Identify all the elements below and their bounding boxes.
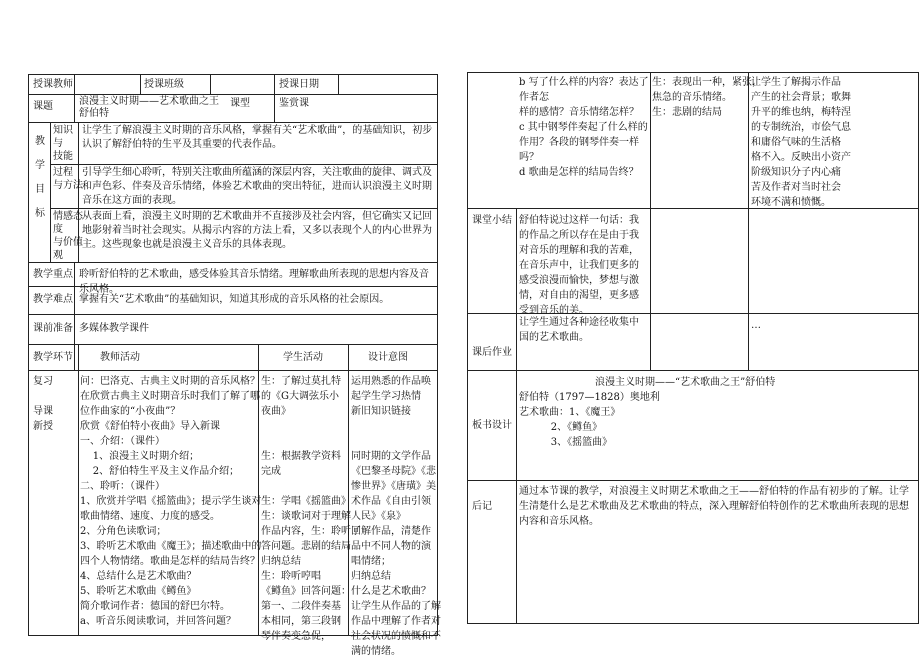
row-divider [28, 344, 438, 345]
board-label: 板书设计 [472, 420, 512, 431]
col-divider [650, 72, 651, 370]
col-divider [210, 74, 211, 94]
col-divider [338, 74, 339, 94]
row-divider [467, 370, 919, 371]
key-points-text: 聆听舒伯特的艺术歌曲，感受体验其音乐情绪。理解歌曲所表现的思想内容及音乐风格。 [79, 269, 429, 295]
row-divider [50, 164, 438, 165]
date-label: 授课日期 [279, 79, 319, 90]
row-divider [28, 314, 438, 315]
goals-group-char: 标 [35, 208, 45, 219]
row-divider [28, 262, 438, 263]
process-student-header: 学生活动 [283, 352, 323, 363]
goal-knowledge-label: 知识 与 技能 [53, 125, 73, 162]
row-divider [28, 370, 438, 371]
reflection-label: 后记 [472, 501, 492, 512]
teacher-label: 授课教师 [33, 79, 73, 90]
col-divider [274, 74, 275, 122]
goals-group-char: 目 [35, 184, 45, 195]
goal-emotion-label: 情感态 度 与价值 观 [53, 211, 83, 261]
continuation-design: 让学生了解揭示作品 产生的社会背景；歌舞 升平的维也纳，梅特涅 的专制统治，市侩气息 和庸俗气味的生活格 格不入。反映出小资产 阶级知识分子内心痛 苦及作者对当时社会 环境不满和愤慨。 [751, 77, 851, 208]
homework-text: 让学生通过各种途径收集中国的艺术歌曲。 [519, 317, 639, 343]
summary-label: 课堂小结 [472, 215, 512, 226]
process-design-intent: 运用熟悉的作品唤 起学生学习热情 新旧知识链接 同时期的文学作品 《巴黎圣母院》《悲 惨世界》《唐璜》美 术作品《自由引领 人民》《泉》 了解作品，清楚作 品中不同人物的演 唱情绪； 归纳总结 什么是艺术歌曲？ 让学生从作品的了解 作品中理解了作者对 社会状况的愤慨和不 满的情绪。 [351, 376, 441, 657]
row-divider [467, 208, 919, 209]
reflection-text: 通过本节课的教学，对浪漫主义时期艺术歌曲之王——舒伯特的作品有初步的了解。让学生清楚什么是艺术歌曲及艺术歌曲的特点，深入理解舒伯特创作的艺术歌曲所表现的思想内容和音乐风格。 [519, 486, 909, 527]
topic-label: 课题 [33, 101, 53, 112]
homework-label: 课后作业 [472, 347, 512, 358]
goal-emotion-text: 从表面上看，浪漫主义时期的艺术歌曲并不直接涉及社会内容，但它确实又记回地影射着当时社会现实。从揭示内容的方法上看，又多以表现个人的内心世界为主。这些现象也就是浪漫主义音乐的具体表现。 [82, 211, 432, 250]
col-divider [516, 208, 517, 624]
col-divider [140, 74, 141, 94]
topic-value: 浪漫主义时期——艺术歌曲之王 舒伯特 [79, 96, 219, 119]
col-divider [78, 344, 79, 636]
goal-process-text: 引导学生细心聆听，特别关注歌曲所蕴涵的深层内容，关注歌曲的旋律、调式及和声色彩、伴奏及音乐情绪，体验艺术歌曲的突出特征，进而认识浪漫主义时期音乐在这方面的表现。 [82, 167, 432, 206]
lesson-type-label: 课型 [230, 98, 250, 109]
goals-group-char: 学 [35, 160, 45, 171]
col-divider [74, 74, 75, 122]
difficulties-label: 教学难点 [33, 294, 73, 305]
col-divider [50, 122, 51, 262]
process-teacher-header: 教师活动 [100, 352, 140, 363]
preparation-text: 多媒体教学课件 [79, 323, 149, 334]
process-teacher-activities: 问：巴洛克、古典主义时期的音乐风格？ 在欣赏古典主义时期音乐时我们了解了哪 位作曲家的“小夜曲”？ 欣赏《舒伯特小夜曲》导入新课 一、介绍：（课件） 1、浪漫主义时期介绍； 2、舒伯特生平及主义作品介绍； 二、聆听：（课件） 1、欣赏并学唱《摇篮曲》；提示学生谈对 歌曲情绪、速度、力度的感受。 2、分角色读歌词； 3、聆听艺术歌曲《魔王》；描述歌曲中的 四个人物情绪。歌曲是怎样的结局告终？ 4、总结什么是艺术歌曲？ 5、聆听艺术歌曲《鳟鱼》 简介歌词作者：德国的舒巴尔特。 a、听音乐阅读歌词，并回答问题？ [80, 376, 262, 627]
process-step-header: 教学环节 [33, 352, 73, 363]
continuation-teacher: b 写了什么样的内容？表达了 作者怎 样的感情？音乐情绪怎样？ c 其中钢琴伴奏起了什么样的 作用？各段的钢琴伴奏一样 吗？ d 歌曲是怎样的结局告终？ [519, 77, 649, 178]
homework-side-note: … [751, 320, 761, 331]
class-label: 授课班级 [144, 79, 184, 90]
board-lines: 舒伯特（1797—1828）奥地利 艺术歌曲：1、《魔王》 2、《鳟鱼》 3、《摇篮曲》 [519, 392, 660, 448]
col-divider [74, 262, 75, 370]
goals-group-char: 教 [35, 136, 45, 147]
process-design-header: 设计意图 [368, 352, 408, 363]
row-divider [467, 480, 919, 481]
summary-text: 舒伯特说过这样一句话：我的作品之所以存在是由于我对音乐的理解和我的苦难，在音乐声中，让我们更多的感受浪漫而愉快，梦想与激情，对自由的渴望，更多感受到音乐的美。 [519, 215, 639, 316]
board-title: 浪漫主义时期——“艺术歌曲之王”舒伯特 [595, 377, 776, 388]
key-points-label: 教学重点 [33, 269, 73, 280]
lesson-plan-page-left [0, 0, 450, 657]
preparation-label: 课前准备 [33, 323, 73, 334]
row-divider [50, 208, 438, 209]
goal-process-label: 过程 与方法 [53, 167, 83, 191]
row-divider [28, 122, 438, 123]
lesson-type-value: 鉴赏课 [279, 98, 309, 109]
row-divider [28, 94, 438, 95]
continuation-student: 生：表现出一种，紧张， 焦急的音乐情绪。 生：悲剧的结局 [652, 77, 762, 118]
process-steps: 复习 导课 新授 [33, 376, 53, 432]
lesson-plan-page-right [450, 0, 920, 650]
process-student-activities: 生：了解过莫扎特 的《G大调弦乐小 夜曲》 生：根据教学资料 完成 生：学唱《摇篮曲》 生：谈歌词对于理解 作品内容，生：聆听回 答问题。悲剧的结局 归纳总结 生：聆听哼唱 《鳟鱼》回答问题： 第一、二段伴奏基 本相同，第三段钢 琴伴奏变急促， [261, 376, 361, 642]
goal-knowledge-text: 让学生了解浪漫主义时期的音乐风格，掌握有关“艺术歌曲”，的基础知识，初步认识了解舒伯特的生平及其重要的代表作品。 [82, 125, 433, 150]
difficulties-text: 掌握有关“艺术歌曲”的基础知识，知道其形成的音乐风格的社会原因。 [79, 294, 390, 305]
